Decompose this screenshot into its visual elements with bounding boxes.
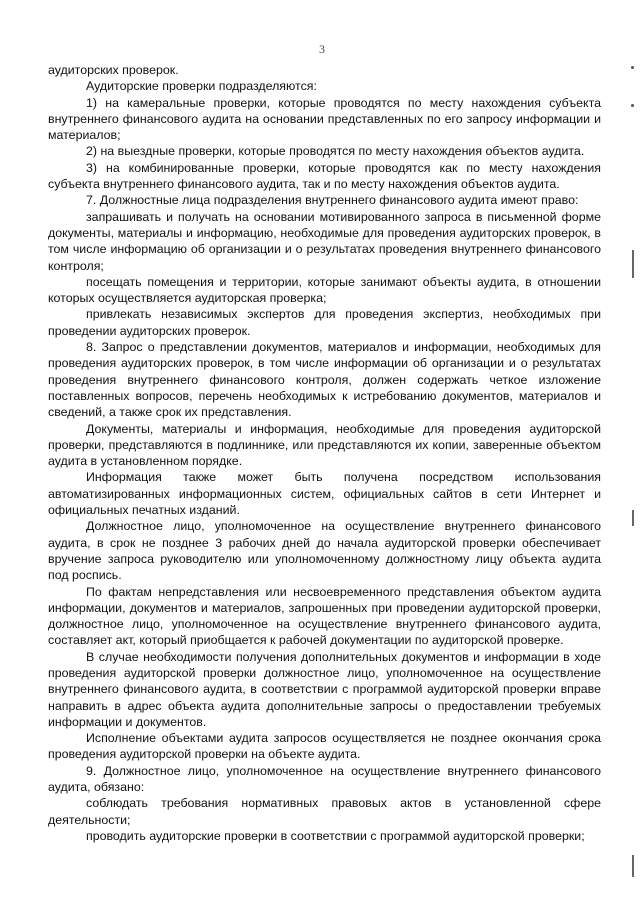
paragraph: 8. Запрос о представлении документов, материалов и информации, необходимых для проведения аудиторских проверок, в том числе информации об организации и о результатах проведения внутреннего финансового контроля, должен содержать четкое изложение поставленных вопросов, перечень необходимых к истребованию документов, материалов и сведений, а также срок их представления. xyxy=(48,340,601,420)
scan-artifact xyxy=(632,250,634,278)
paragraph: В случае необходимости получения дополнительных документов и информации в ходе проведения аудиторской проверки должностное лицо, уполномоченное на осуществление внутреннего финансового аудита, в соответствии с программой аудиторской проверки вправе направить в адрес объекта аудита дополнительные запросы о предоставлении требуемых информации и документов. xyxy=(48,649,601,729)
paragraph: Документы, материалы и информация, необходимые для проведения аудиторской проверки, представляются в подлиннике, или представляются их копии, заверенные объектом аудита в установленном порядке. xyxy=(48,421,601,469)
scan-artifact xyxy=(631,104,634,107)
paragraph: Должностное лицо, уполномоченное на осуществление внутреннего финансового аудита, в срок не позднее 3 рабочих дней до начала аудиторской проверки обеспечивает вручение запроса руководителю или уполномоченному должностному лицу объекта аудита под роспись. xyxy=(48,519,601,583)
page-number: 3 xyxy=(319,42,325,56)
paragraph: соблюдать требования нормативных правовых актов в установленной сфере деятельности; xyxy=(48,796,601,827)
paragraph: 1) на камеральные проверки, которые проводятся по месту нахождения субъекта внутреннего финансового аудита на основании представленных по его запросу информации и материалов; xyxy=(48,95,601,143)
paragraph: 7. Должностные лица подразделения внутреннего финансового аудита имеют право: xyxy=(86,193,579,208)
paragraph: 9. Должностное лицо, уполномоченное на осуществление внутреннего финансового аудита, обязано: xyxy=(48,763,601,795)
scan-artifact xyxy=(632,510,634,526)
paragraph: 3) на комбинированные проверки, которые проводятся как по месту нахождения субъекта внутреннего финансового аудита, так и по месту нахождения объектов аудита. xyxy=(48,160,601,192)
paragraph: 2) на выездные проверки, которые проводятся по месту нахождения объектов аудита. xyxy=(86,144,585,159)
paragraph: запрашивать и получать на основании мотивированного запроса в письменной форме документы, материалы и информацию, необходимые для проведения аудиторских проверок, в том числе информацию об организации и о результатах проведения внутреннего финансового контроля; xyxy=(48,209,601,273)
paragraph: По фактам непредставления или несвоевременного представления объектом аудита информации, документов и материалов, запрошенных при проведении аудиторской проверки, должностное лицо, уполномоченное на осуществление внутреннего финансового аудита, составляет акт, который приобщается к рабочей документации по аудиторской проверке. xyxy=(48,584,601,648)
paragraph: Исполнение объектами аудита запросов осуществляется не позднее окончания срока проведения аудиторской проверки на объекте аудита. xyxy=(48,731,601,762)
paragraph: аудиторских проверок. xyxy=(48,63,179,77)
scan-artifact xyxy=(632,855,634,877)
paragraph: Информация также может быть получена посредством использования автоматизированных информационных систем, официальных сайтов в сети Интернет и официальных печатных изданий. xyxy=(48,470,601,518)
document-body xyxy=(48,62,601,844)
paragraph: посещать помещения и территории, которые занимают объекты аудита, в отношении которых осуществляется аудиторская проверка; xyxy=(48,274,601,306)
scan-artifact xyxy=(631,66,634,69)
paragraph: Аудиторские проверки подразделяются: xyxy=(86,79,317,94)
paragraph: привлекать независимых экспертов для проведения экспертиз, необходимых при проведении аудиторских проверок. xyxy=(48,307,601,338)
paragraph: проводить аудиторские проверки в соответствии с программой аудиторской проверки; xyxy=(86,828,585,843)
